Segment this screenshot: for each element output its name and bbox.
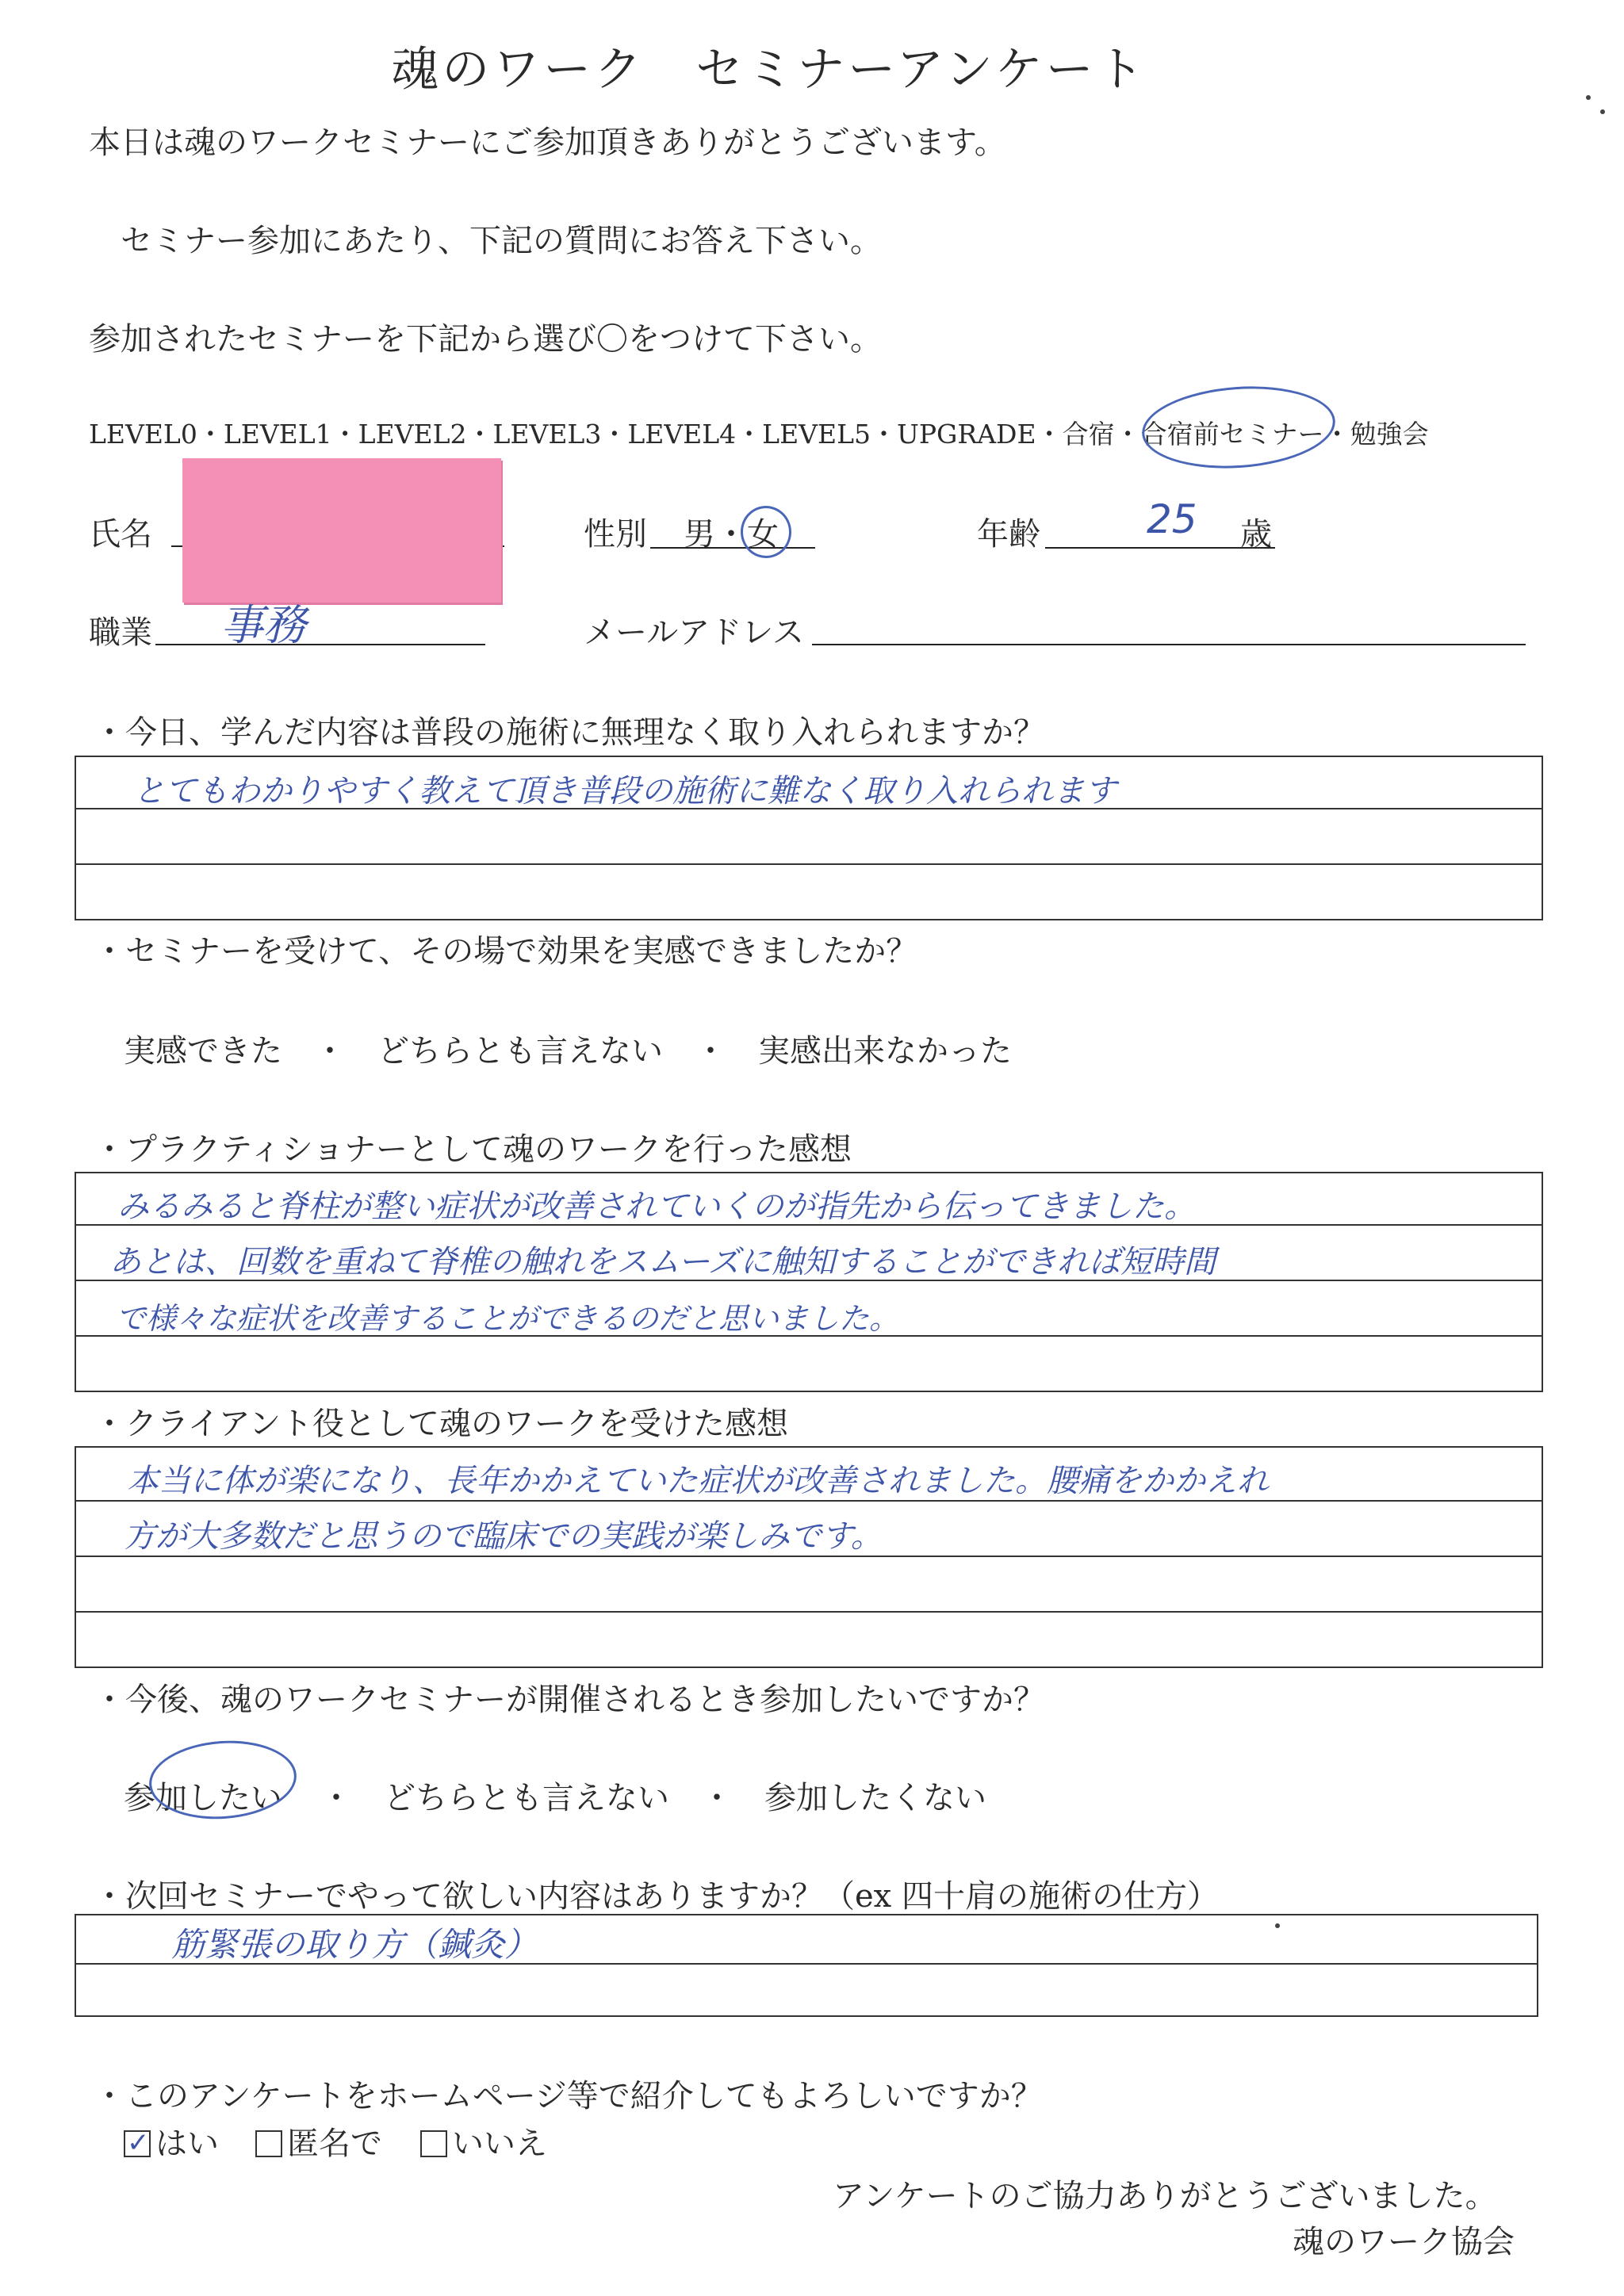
- scan-speck: [1586, 95, 1591, 100]
- question-3: ・プラクティショナーとして魂のワークを行った感想: [94, 1131, 852, 1168]
- consent-yes: [124, 2118, 219, 2164]
- consent-anonymous: [255, 2118, 382, 2164]
- scan-speck: [1275, 1923, 1280, 1928]
- answer-4-line-1: 本当に体が楽になり、長年かかえていた症状が改善されました。腰痛をかかえれ: [127, 1463, 1269, 1499]
- page-title: 魂のワーク セミナーアンケート: [391, 42, 1147, 98]
- question-6: ・次回セミナーでやって欲しい内容はありますか？（ex 四十肩の施術の仕方）: [94, 1878, 1219, 1915]
- answer-3-line-1: みるみると脊柱が整い症状が改善されていくのが指先から伝ってきました。: [117, 1188, 1196, 1225]
- question-5-options-rest: ・ どちらとも言えない ・ 参加したくない: [320, 1780, 986, 1816]
- answer-3-line-2: あとは、回数を重ねて脊椎の触れをスムーズに触知することができれば短時間: [109, 1244, 1216, 1280]
- checkbox-yes: [124, 2127, 151, 2159]
- consent-anonymous-label: 匿名で: [287, 2126, 382, 2162]
- question-4: ・クライアント役として魂のワークを受けた感想: [94, 1406, 788, 1442]
- answer-row-divider: [76, 863, 1542, 865]
- checkbox-anonymous: [255, 2130, 282, 2157]
- consent-yes-label: はい: [155, 2126, 219, 2162]
- answer-3-line-3: で様々な症状を改善することができるのだと思いました。: [116, 1301, 900, 1336]
- gender-label: 性別: [584, 516, 647, 553]
- consent-no: [420, 2118, 547, 2164]
- answer-6-line-1: 筋緊張の取り方（鍼灸）: [171, 1925, 538, 1964]
- age-unit: 歳: [1240, 516, 1272, 553]
- checkmark-icon: ✓: [127, 2127, 150, 2159]
- intro-text-2: セミナー参加にあたり、下記の質問にお答え下さい。: [121, 223, 882, 259]
- question-5: ・今後、魂のワークセミナーが開催されるとき参加したいですか？: [94, 1682, 1045, 1718]
- organization-name: 魂のワーク協会: [1293, 2224, 1515, 2260]
- consent-no-label: いいえ: [452, 2126, 547, 2162]
- gender-options: 男・女: [684, 516, 779, 553]
- seminar-select-prompt: 参加されたセミナーを下記から選び〇をつけて下さい。: [89, 321, 882, 358]
- question-2: ・セミナーを受けて、その場で効果を実感できましたか？: [94, 933, 918, 970]
- checkbox-no: [420, 2130, 447, 2157]
- job-underline: [155, 644, 485, 645]
- answer-1-line-1: とてもわかりやすく教えて頂き普段の施術に難なく取り入れられます: [133, 773, 1116, 809]
- question-7: ・このアンケートをホームページ等で紹介してもよろしいですか？: [94, 2078, 1043, 2114]
- selected-seminar-circle: [1139, 381, 1339, 475]
- name-label: 氏名: [89, 516, 152, 553]
- email-label: メールアドレス: [584, 614, 804, 651]
- email-underline: [812, 644, 1526, 645]
- job-value: 事務: [220, 600, 306, 650]
- question-5-option-yes: 参加したい: [124, 1780, 282, 1816]
- seminar-list: LEVEL0・LEVEL1・LEVEL2・LEVEL3・LEVEL4・LEVEL5・UPGRADE・合宿・合宿前セミナー・勉強会: [89, 419, 1429, 450]
- answer-row-divider: [76, 1611, 1542, 1613]
- thanks-text: アンケートのご協力ありがとうございました。: [833, 2178, 1497, 2214]
- question-2-options: 実感できた ・ どちらとも言えない ・ 実感出来なかった: [124, 1033, 1012, 1070]
- gender-underline: [650, 547, 815, 549]
- sticky-note-redaction: [182, 458, 501, 603]
- intro-text-1: 本日は魂のワークセミナーにご参加頂きありがとうございます。: [89, 124, 1006, 161]
- answer-4-line-2: 方が大多数だと思うので臨床での実践が楽しみです。: [124, 1518, 883, 1555]
- age-value: 25: [1147, 496, 1197, 542]
- age-label: 年齢: [977, 516, 1040, 553]
- question-1: ・今日、学んだ内容は普段の施術に無理なく取り入れられますか？: [94, 714, 1045, 751]
- job-label: 職業: [89, 614, 152, 651]
- scan-speck: [1600, 109, 1605, 114]
